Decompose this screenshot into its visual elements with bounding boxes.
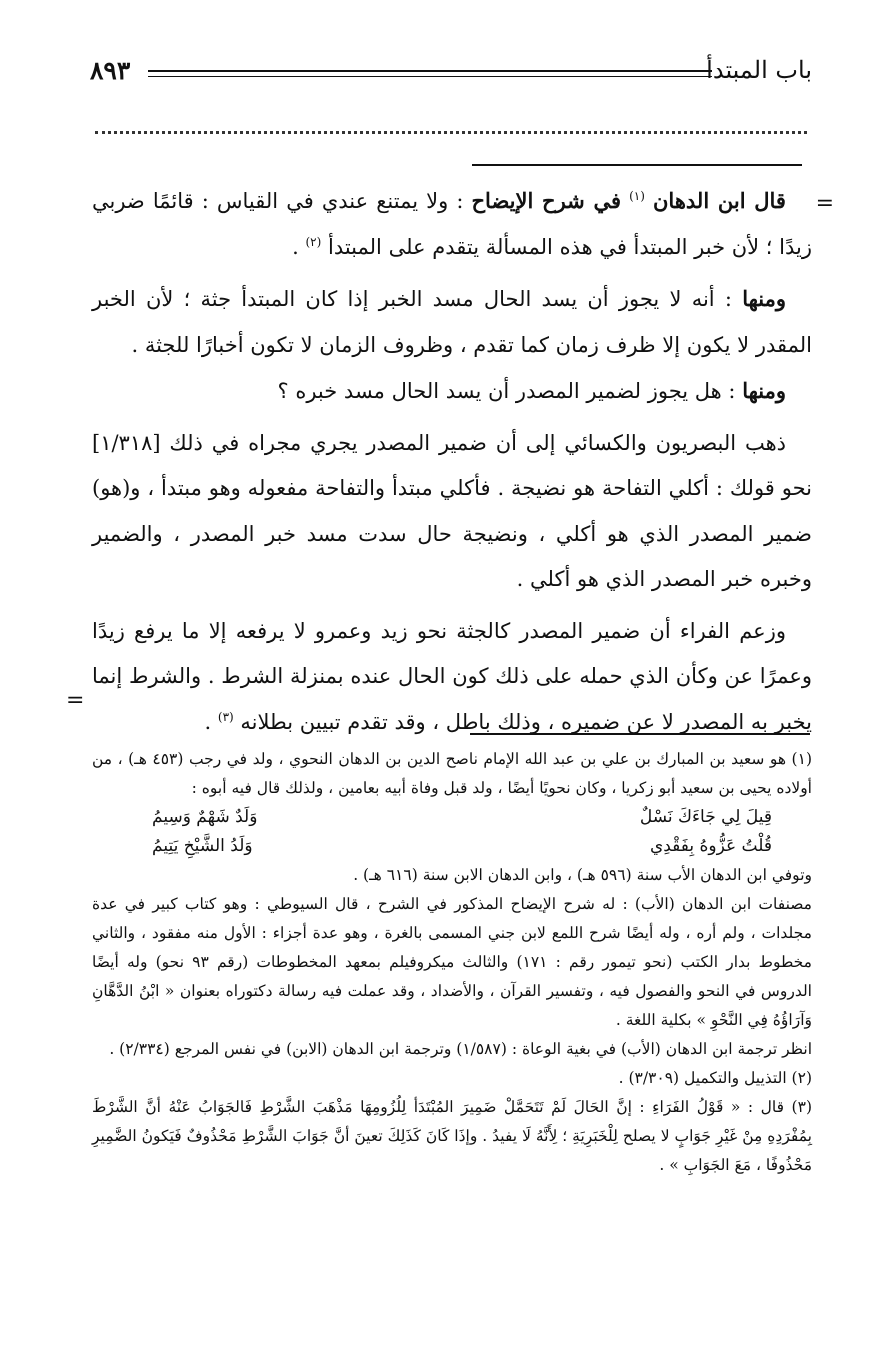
paragraph-text: وزعم الفراء أن ضمير المصدر كالجثة نحو زيد وعمرو لا يرفعه إلا ما يرفع زيدًا وعمرًا عن وكأن الذي حمله على ذلك كون الحال عنده بمنزلة الشرط . والشرط إنما يخبر به المصدر لا عن ضميره ، وذلك باطل ، وقد تقدم تبيين بطلانه: [92, 618, 812, 734]
header-rule: [148, 70, 712, 72]
paragraph-text: : أنه لا يجوز أن يسد الحال مسد الخبر إذا كان المبتدأ جثة ؛ لأن الخبر المقدر لا يكون إلا ظرف زمان كما تقدم ، وظروف الزمان لا تكون أخبارًا للجثة .: [92, 287, 812, 357]
page-number: ٨٩٣: [90, 56, 131, 85]
footnote-1-bio: (١) هو سعيد بن المبارك بن علي بن عبد الله الإمام ناصح الدين بن الدهان النحوي ، ولد في رجب (٤٥٣ هـ) ، من أولاده يحيى بن سعيد أبو زكريا ، وكان نحويًا أيضًا ، ولد قبل وفاة أبيه بعامين ، ولذلك قال فيه أبوه :: [92, 750, 812, 797]
poem-line-1: [92, 803, 812, 832]
footnote-ref-1: (١): [629, 189, 645, 203]
footnote-1-works: مصنفات ابن الدهان (الأب) : له شرح الإيضاح المذكور في الشرح ، قال السيوطي : وهو كتاب كبير في عدة مجلدات ، ولم أره ، وله أيضًا شرح اللمع لابن جني المسمى بالغرة ، وهو عدة أجزاء : الأول منه مفقود ، والثاني مخطوط بدار الكتب (نحو تيمور رقم : ١٧١) والثالث ميكروفيلم بمعهد المخطوطات (رقم ٩٣ نحو) وله أيضًا الدروس في النحو والفصول فيه ، وتفسير القرآن ، والأضداد ، وقد عملت فيه رسالة دكتوراه بعنوان « ابْنُ الدَّهَّانِ وَآرَاؤُهُ فِي النَّحْوِ » بكلية اللغة .: [92, 895, 812, 1029]
chapter-title: باب المبتدأ: [706, 56, 812, 84]
sentence-end: .: [204, 709, 212, 734]
poem-line-2: [92, 832, 812, 861]
hemistich-right: قُلْتُ عَزُّوهُ بِفَقْدِي: [649, 836, 772, 856]
continuation-mark-top: =: [815, 191, 834, 216]
footnote-3: (٣) قال : « قَوْلُ الفَرَاءِ : إنَّ الحَالَ لَمْ تَتَحَمَّلْ ضَمِيرَ المُبْتَدَأ لِلُزُومِهَا مَذْهَبَ الشَّرْطِ فَالجَوَابُ عَنْهُ أنَّ الشَّرْطَ بِمُفْرَدِهِ مِنْ غَيْرِ جَوَابٍ لا يصلح لِلْخَبَرِيَةِ ؛ لِأَنَّهُ لَا يفيدُ . وإذَا كَانَ كَذَلِكَ تعينَ أنَّ جَوَابَ الشَّرْطِ مَحْذُوفٌ فَيَكونُ الضَّمِيرِ مَحْذُوفًا ، مَعَ الجَوَابِ » .: [92, 1098, 812, 1174]
dotted-separator: [95, 131, 807, 134]
footnote-rule: [470, 733, 810, 735]
paragraph-minha-2: [92, 368, 812, 415]
footnotes: [92, 745, 812, 1180]
footnote-1-deaths: وتوفي ابن الدهان الأب سنة (٥٩٦ هـ) ، وابن الدهان الابن سنة (٦١٦ هـ) .: [353, 866, 812, 884]
paragraph-farra: [92, 609, 812, 746]
hemistich-left: وَلَدُ الشَّيْخِ يَتِيمُ: [152, 836, 253, 856]
author-name: قال ابن الدهان: [653, 188, 786, 213]
lead-word: ومنها: [742, 378, 786, 403]
header-rule-thin: [148, 76, 712, 77]
footnote-1-sources: انظر ترجمة ابن الدهان (الأب) في بغية الوعاة : (١/٥٨٧) وترجمة ابن الدهان (الابن) في نفس المرجع (٢/٣٣٤) .: [109, 1040, 812, 1058]
paragraph-ibn-dahhan: [92, 178, 812, 270]
paragraph-text: : هل يجوز لضمير المصدر أن يسد الحال مسد خبره ؟: [277, 379, 736, 403]
section-rule: [472, 164, 802, 166]
hemistich-right: قِيلَ لِي جَاءَكَ نَسْلٌ: [639, 807, 772, 827]
hemistich-left: وَلَدٌ شَهْمٌ وَسِيمُ: [152, 807, 258, 827]
lead-word: ومنها: [742, 286, 786, 311]
footnote-2: (٢) التذييل والتكميل (٣/٣٠٩) .: [618, 1069, 812, 1087]
book-title: في شرح الإيضاح: [471, 188, 622, 213]
sentence-end: .: [292, 234, 299, 259]
continuation-mark-bottom: =: [66, 688, 85, 713]
paragraph-minha-1: [92, 276, 812, 368]
footnote-ref-2: (٢): [305, 234, 322, 249]
paragraph-text: : ولا يمتنع عندي في القياس : قائمًا ضربي زيدًا ؛ لأن خبر المبتدأ في هذه المسألة يتقدم على المبتدأ: [92, 189, 812, 259]
running-header: [90, 56, 812, 92]
main-text: [92, 178, 812, 745]
footnote-ref-3: (٣): [217, 709, 234, 724]
paragraph-basrans: ذهب البصريون والكسائي إلى أن ضمير المصدر يجري مجراه في ذلك [١/٣١٨] نحو قولك : أكلي التفاحة هو نضيجة . فأكلي مبتدأ والتفاحة مفعوله وهو مبتدأ ، و(هو) ضمير المصدر الذي هو أكلي ، ونضيجة حال سدت مسد خبر المصدر ، والضمير وخبره خبر المصدر الذي هو أكلي .: [92, 430, 812, 591]
